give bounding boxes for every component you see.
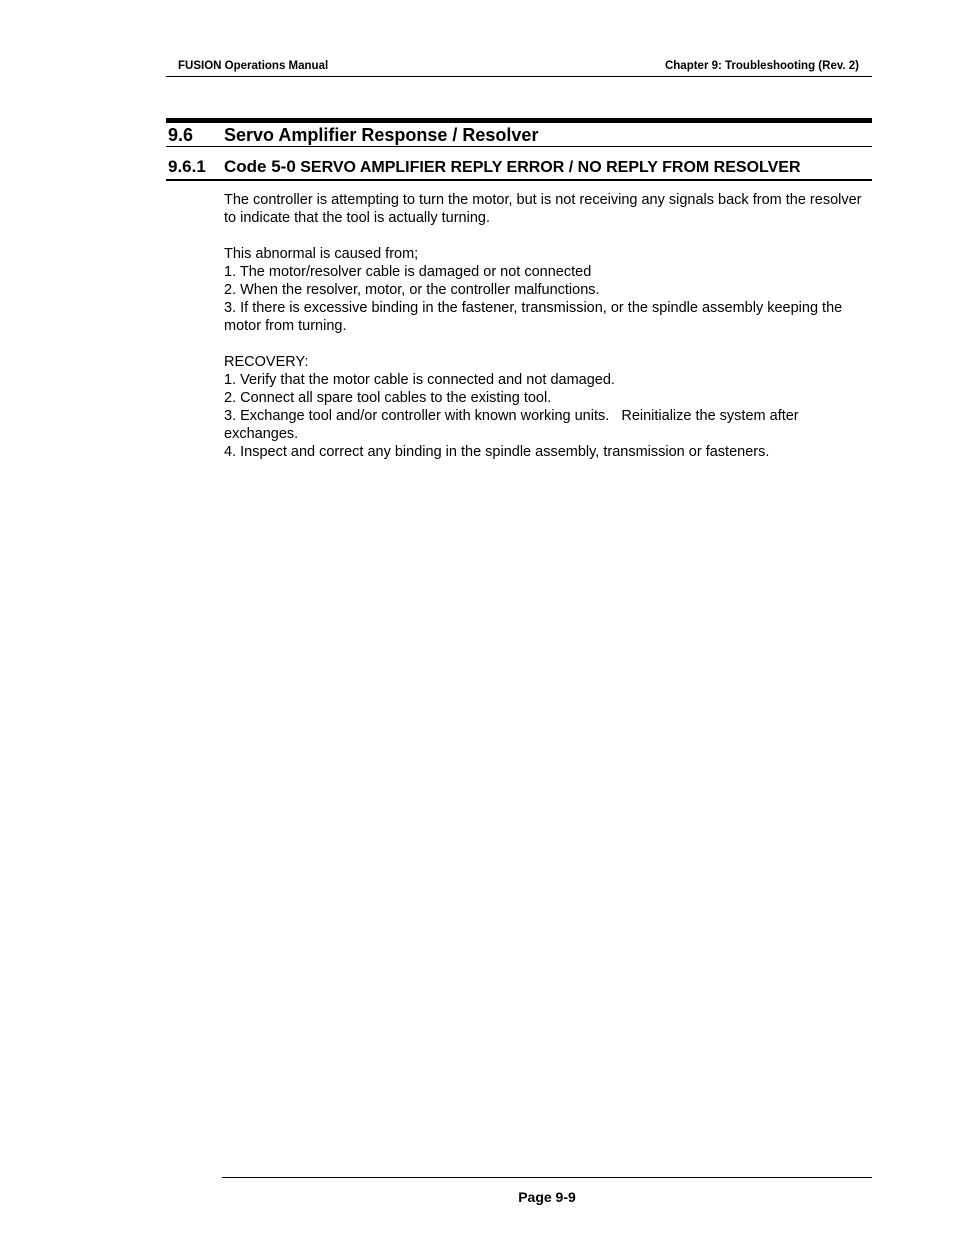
footer-rule: [222, 1177, 872, 1178]
intro-paragraph: The controller is attempting to turn the motor, but is not receiving any signals back from the resolver to indicate that the tool is actually turning.: [224, 192, 862, 226]
cause-item: 1. The motor/resolver cable is damaged or not connected: [224, 264, 592, 280]
section-number: 9.6: [168, 125, 194, 145]
cause-item: 3. If there is excessive binding in the fastener, transmission, or the spindle assembly keeping the motor from turning.: [224, 300, 843, 334]
recovery-item: 1. Verify that the motor cable is connected and not damaged.: [224, 372, 615, 388]
section-title: Servo Amplifier Response / Resolver: [224, 125, 539, 145]
subsection-heading: [166, 157, 872, 181]
error-code: Code 5-0: [224, 157, 296, 176]
subsection-number: 9.6.1: [168, 157, 206, 176]
causes-heading: This abnormal is caused from;: [224, 246, 419, 262]
recovery-item: 3. Exchange tool and/or controller with known working units. Reinitialize the system after exchanges.: [224, 408, 803, 442]
section-body: [224, 191, 869, 461]
page-header: [166, 60, 872, 77]
recovery-heading: RECOVERY:: [224, 354, 309, 370]
error-description: SERVO AMPLIFIER REPLY ERROR / NO REPLY FROM RESOLVER: [300, 159, 801, 176]
subsection-title: [224, 157, 801, 177]
page-number: Page 9-9: [518, 1189, 576, 1205]
section-rule: [166, 118, 872, 123]
section-heading: [166, 124, 872, 147]
recovery-item: 2. Connect all spare tool cables to the existing tool.: [224, 390, 552, 406]
chapter-title: Chapter 9: Troubleshooting (Rev. 2): [664, 60, 859, 72]
manual-title: FUSION Operations Manual: [178, 60, 329, 72]
recovery-item: 4. Inspect and correct any binding in the spindle assembly, transmission or fasteners.: [224, 444, 770, 460]
cause-item: 2. When the resolver, motor, or the controller malfunctions.: [224, 282, 600, 298]
